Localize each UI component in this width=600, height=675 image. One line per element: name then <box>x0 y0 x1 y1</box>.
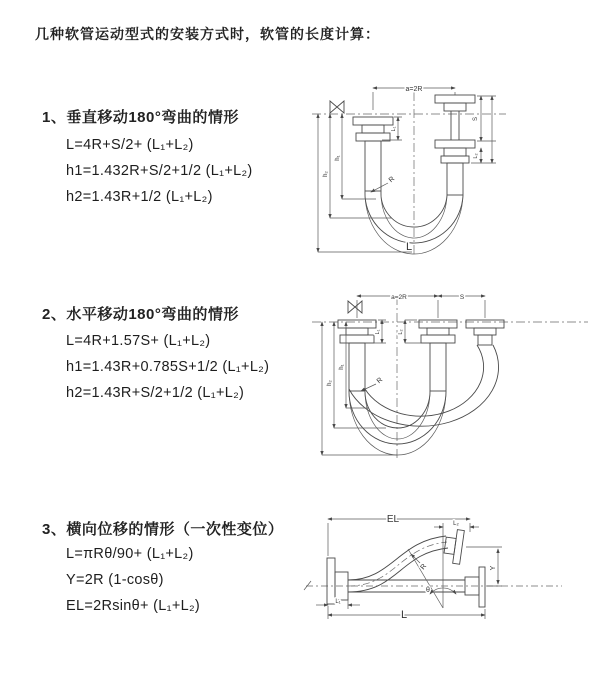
span-label: a=2R <box>391 294 407 301</box>
section1-formula-L: L=4R+S/2+ (L₁+L₂) <box>66 137 194 153</box>
l1-label: L₁ <box>391 126 397 132</box>
radius-leader <box>361 377 384 391</box>
dimension-l1 <box>382 117 402 140</box>
l1-label: L₁ <box>335 599 341 605</box>
centerline <box>304 581 562 590</box>
y-label: Y <box>490 565 497 571</box>
section1-formula-h1: h1=1.432R+S/2+1/2 (L₁+L₂) <box>66 163 253 179</box>
dimension-el <box>328 514 470 556</box>
valve-icon <box>330 101 344 113</box>
dimension-h1 <box>335 114 376 199</box>
l1-label: L₁ <box>375 329 381 335</box>
dimension-overall-height <box>322 322 397 455</box>
dimension-l2 <box>398 320 429 343</box>
l2-label: L₂ <box>453 521 459 527</box>
dimension-y <box>466 547 502 586</box>
displaced-hose <box>348 536 448 592</box>
h1-label: h₁ <box>339 364 345 370</box>
radius-leader <box>371 176 396 192</box>
middle-flange <box>419 320 457 391</box>
section2-formula-L: L=4R+1.57S+ (L₁+L₂) <box>66 333 211 349</box>
theta-label: θ <box>426 587 430 594</box>
dimension-span <box>357 294 485 318</box>
section1-formula-h2: h2=1.43R+1/2 (L₁+L₂) <box>66 189 213 205</box>
l2-label: L₂ <box>398 329 404 335</box>
l2-label: L₂ <box>473 153 479 159</box>
dimension-h2 <box>327 322 386 428</box>
section3-heading: 3、横向位移的情形（一次性变位） <box>42 521 284 538</box>
diagram-vertical-180-bend <box>300 70 592 266</box>
valve-icon <box>348 301 362 313</box>
upper-flange <box>443 528 465 564</box>
right-lower-flange <box>465 567 485 607</box>
section2-formula-h1: h1=1.43R+0.785S+1/2 (L₁+L₂) <box>66 359 270 375</box>
s-label: S <box>459 294 465 301</box>
section2-heading: 2、水平移动180°弯曲的情形 <box>42 306 239 323</box>
section3-formula-EL: EL=2Rsinθ+ (L₁+L₂) <box>66 598 201 614</box>
section3-formula-L: L=πRθ/90+ (L₁+L₂) <box>66 546 194 562</box>
left-flange <box>338 320 376 391</box>
diagram-horizontal-180-bend <box>300 282 598 467</box>
right-flange-assembly <box>435 95 475 195</box>
dimension-l1 <box>316 598 360 609</box>
span-label: a=2R <box>405 86 423 93</box>
length-label: L <box>405 241 413 253</box>
section3-formula-Y: Y=2R (1-cosθ) <box>66 572 164 588</box>
left-flange <box>327 558 348 604</box>
r-label: R <box>387 175 397 185</box>
r-label: R <box>419 562 429 572</box>
h1-label: h₁ <box>335 155 341 161</box>
page-title: 几种软管运动型式的安装方式时，软管的长度计算： <box>35 26 380 42</box>
h2-label: h₂ <box>323 171 329 177</box>
dimension-s <box>473 96 496 141</box>
left-flange <box>353 117 393 191</box>
angle-theta <box>426 587 456 594</box>
dimension-l2 <box>434 521 479 527</box>
l-label: L <box>400 609 408 621</box>
r-label: R <box>375 376 385 386</box>
el-label: EL <box>386 514 400 525</box>
s-label: S <box>473 116 479 122</box>
hose-curves <box>349 345 499 455</box>
section1-heading: 1、垂直移动180°弯曲的情形 <box>42 109 239 126</box>
dimension-l <box>328 606 485 621</box>
section2-formula-h2: h2=1.43R+S/2+1/2 (L₁+L₂) <box>66 385 245 401</box>
centerlines <box>312 92 506 256</box>
right-flange <box>466 320 504 345</box>
diagram-lateral-offset <box>298 487 600 659</box>
h2-label: h₂ <box>327 380 333 386</box>
